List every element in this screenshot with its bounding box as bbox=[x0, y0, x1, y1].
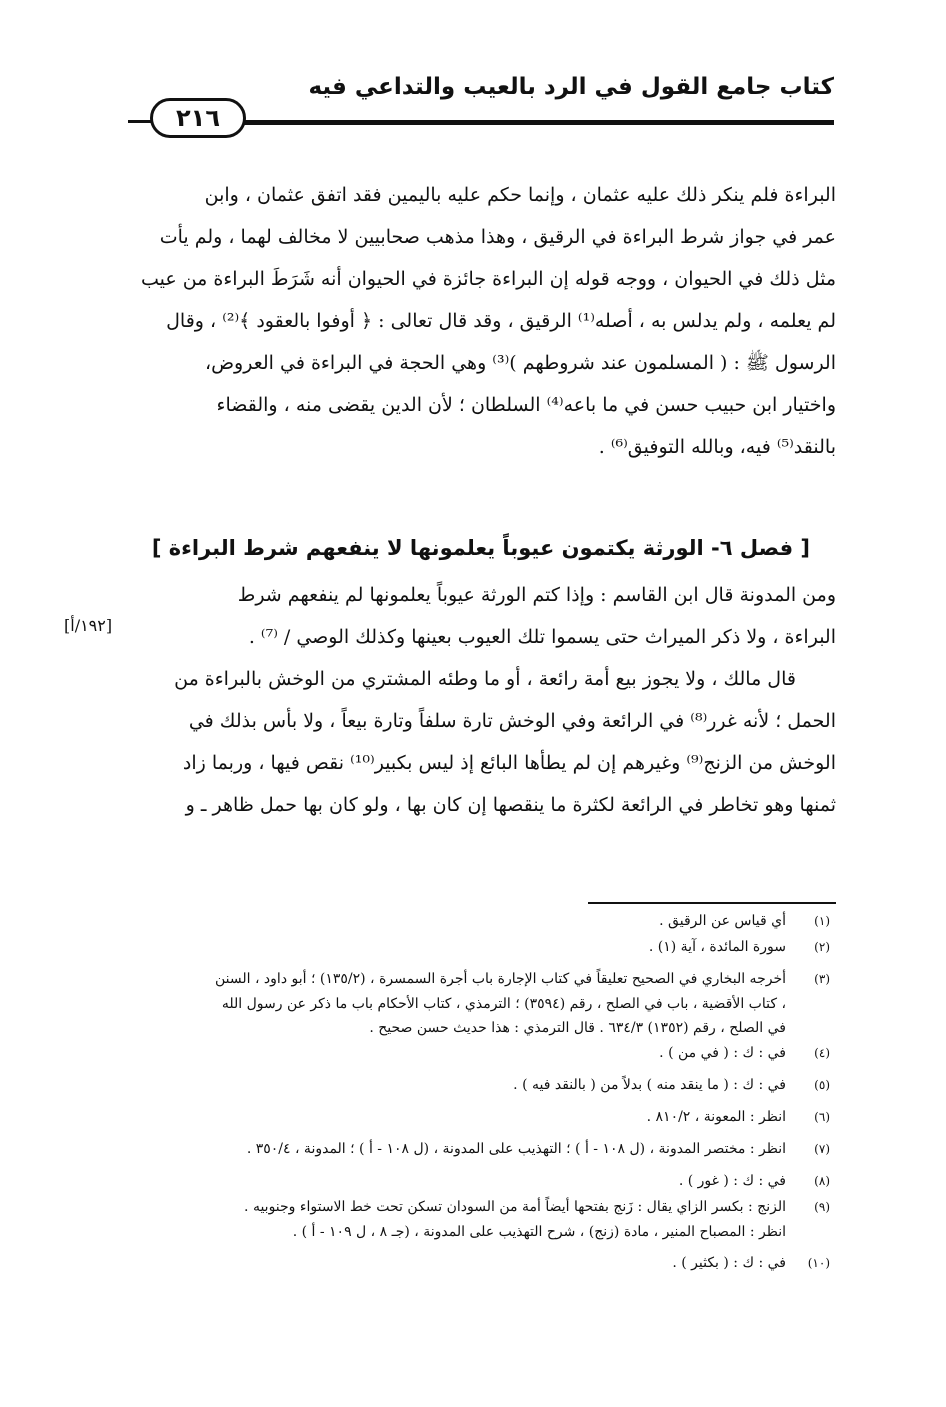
running-title: كتاب جامع القول في الرد بالعيب والتداعي فيه bbox=[308, 74, 834, 100]
footnote bbox=[150, 1136, 836, 1162]
text-line: لم يعلمه ، ولم يدلس به ، أصله⁽¹⁾ الرقيق ، وقد قال تعالى : ﴿ أوفوا بالعقود ﴾⁽²⁾ ، وقال bbox=[166, 310, 836, 332]
footnote bbox=[150, 1104, 836, 1130]
footnote-separator bbox=[588, 902, 836, 904]
footnote-text: في : ك : ( ما ينقد منه ) بدلاً من ( بالنقد فيه ) . bbox=[513, 1077, 786, 1093]
text-line: الحمل ؛ لأنه غرر⁽⁸⁾ في الرائعة وفي الوخش تارة سلفاً وتارة بيعاً ، ولا بأس بذلك في bbox=[188, 710, 836, 732]
footnote-text: في : ك : ( بكثير ) . bbox=[672, 1255, 786, 1271]
footnote-number: (٦) bbox=[814, 1110, 830, 1124]
section-heading: [ فصل ٦- الورثة يكتمون عيوباً يعلمونها لا ينفعهم شرط البراءة ] bbox=[151, 536, 810, 560]
page-header bbox=[128, 72, 834, 134]
footnote bbox=[150, 1040, 836, 1066]
footnote-number: (٢) bbox=[814, 940, 830, 954]
footnote-text: انظر : المعونة ، ٨١٠/٢ . bbox=[646, 1109, 786, 1125]
paragraph-2 bbox=[128, 574, 836, 658]
footnote-number: (٥) bbox=[814, 1078, 830, 1092]
paragraph-1 bbox=[128, 174, 836, 468]
footnote bbox=[150, 1250, 836, 1276]
footnote bbox=[150, 966, 836, 1040]
footnote-number: (٣) bbox=[814, 972, 830, 986]
page-number: ٢١٦ bbox=[150, 98, 246, 138]
footnote-text: الزنج : بكسر الزاي يقال : زَنج بفتحها أيضاً أمة من السودان تسكن تحت خط الاستواء وجنوبيه . bbox=[244, 1199, 786, 1215]
footnote-text: أخرجه البخاري في الصحيح تعليقاً في كتاب الإجارة باب أجرة السمسرة ، (١٣٥/٢) ؛ أبو داود ، السنن bbox=[214, 971, 786, 987]
text-line: مثل ذلك في الحيوان ، ووجه قوله إن البراءة جائزة في الحيوان أنه شَرَطَ البراءة من عيب bbox=[140, 268, 836, 290]
footnote-text: في : ك : ( في من ) . bbox=[659, 1045, 786, 1061]
footnote-text: في : ك : ( غور ) . bbox=[678, 1173, 786, 1189]
footnote-text: في الصلح ، رقم (١٣٥٢) ٦٣٤/٣ . قال الترمذي : هذا حديث حسن صحيح . bbox=[369, 1020, 786, 1036]
text-line: بالنقد⁽⁵⁾ فيه، وبالله التوفيق⁽⁶⁾ . bbox=[598, 436, 836, 458]
text-line: الوخش من الزنج⁽⁹⁾ وغيرهم إن لم يطأها البائع إذ ليس بكبير⁽¹⁰⁾ نقص فيها ، وربما زاد bbox=[182, 752, 836, 774]
footnote-number: (٤) bbox=[814, 1046, 830, 1060]
footnote-text: سورة المائدة ، آية (١) . bbox=[648, 939, 786, 955]
text-line: ومن المدونة قال ابن القاسم : وإذا كتم الورثة عيوباً يعلمونها لم ينفعهم شرط bbox=[237, 584, 836, 606]
text-line: الرسول ﷺ : ( المسلمون عند شروطهم )⁽³⁾ وهي الحجة في البراءة في العروض، bbox=[204, 352, 836, 374]
text-line: قال مالك ، ولا يجوز بيع أمة رائعة ، أو ما وطئه المشتري من الوخش بالبراءة من bbox=[174, 668, 796, 690]
header-rule bbox=[218, 120, 834, 125]
footnote-text: انظر : مختصر المدونة ، (ل ١٠٨ - أ ) ؛ التهذيب على المدونة ، (ل ١٠٨ - أ ) ؛ المدونة ، ٣٥٠/٤ . bbox=[246, 1141, 786, 1157]
footnote bbox=[150, 934, 836, 960]
footnote bbox=[150, 1194, 836, 1244]
footnote-text: أي قياس عن الرقيق . bbox=[659, 913, 786, 929]
footnote bbox=[150, 1168, 836, 1194]
paragraph-3 bbox=[128, 658, 836, 826]
footnote bbox=[150, 1072, 836, 1098]
footnotes bbox=[150, 908, 836, 1276]
text-line: عمر في جواز شرط البراءة في الرقيق ، وهذا مذهب صحابيين لا مخالف لهما ، ولم يأت bbox=[159, 226, 836, 248]
footnote-number: (٨) bbox=[814, 1174, 830, 1188]
manuscript-folio-ref: [١٩٢/أ] bbox=[64, 616, 113, 635]
text-line: البراءة فلم ينكر ذلك عليه عثمان ، وإنما حكم عليه باليمين فقد اتفق عثمان ، وابن bbox=[204, 184, 836, 206]
footnote-number: (١٠) bbox=[807, 1256, 830, 1270]
text-line: البراءة ، ولا ذكر الميراث حتى يسموا تلك العيوب بعينها وكذلك الوصي / ⁽⁷⁾ . bbox=[248, 626, 836, 648]
footnote-number: (٧) bbox=[814, 1142, 830, 1156]
footnote bbox=[150, 908, 836, 934]
footnote-number: (٩) bbox=[814, 1200, 830, 1214]
text-line: ثمنها وهو تخاطر في الرائعة لكثرة ما ينقصها إن كان بها ، ولو كان بها حمل ظاهر ـ و bbox=[185, 794, 836, 816]
text-line: واختيار ابن حبيب حسن في ما باعه⁽⁴⁾ السلطان ؛ لأن الدين يقضى منه ، والقضاء bbox=[216, 394, 836, 416]
footnote-text: ، كتاب الأقضية ، باب في الصلح ، رقم (٣٥٩٤) ؛ الترمذي ، كتاب الأحكام باب ما ذكر عن رسول الله bbox=[221, 996, 786, 1012]
footnote-text: انظر : المصباح المنير ، مادة (زنج) ، شرح التهذيب على المدونة ، (جـ ٨ ، ل ١٠٩ - أ ) . bbox=[292, 1224, 786, 1240]
footnote-number: (١) bbox=[814, 914, 830, 928]
